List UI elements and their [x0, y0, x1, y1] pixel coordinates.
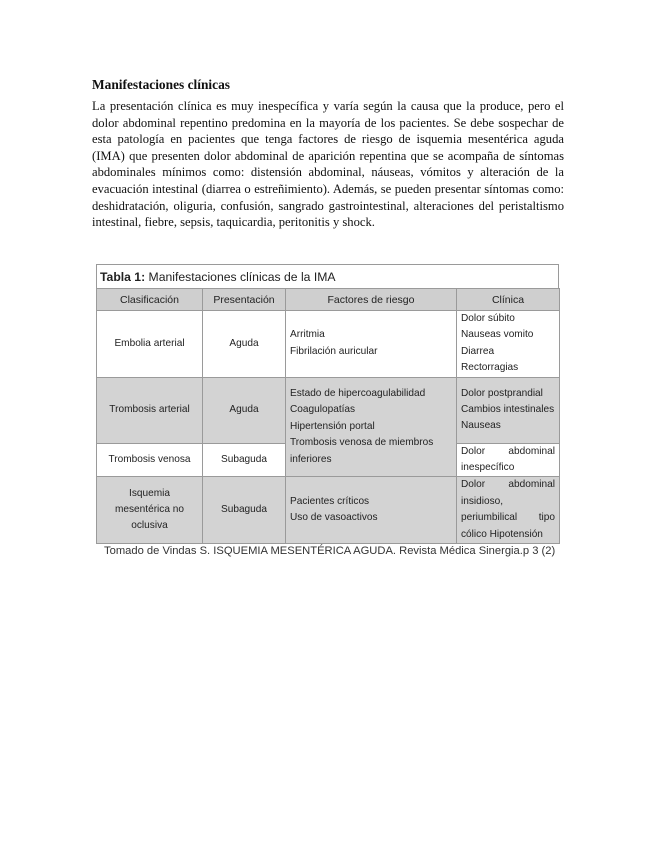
clinical-table	[96, 264, 559, 544]
factor-item: Arritmia	[290, 329, 325, 341]
factor-item: Uso de vasoactivos	[290, 512, 378, 524]
clinica-item: Diarrea	[461, 345, 495, 357]
factor-item: Trombosis venosa de miembros inferiores	[290, 437, 434, 465]
factor-item: Fibrilación auricular	[290, 345, 378, 357]
cell-presentacion: Subaguda	[203, 477, 286, 544]
cell-clinica	[457, 311, 560, 378]
clinica-item: Cambios intestinales	[461, 403, 555, 415]
clinica-item: Nauseas vomito	[461, 329, 534, 341]
clinica-item: Rectorragias	[461, 362, 519, 374]
body-paragraph: La presentación clínica es muy inespecífica y varía según la causa que la produce, pero el dolor abdominal repentino predomina en la mayoría de los pacientes. Se debe sospechar de esta patología en pacientes que tenga factores de riesgo de isquemia mesentérica aguda (IMA) que presenten dolor abdominal de aparición repentina que se acompaña de síntomas abdominales mínimos como: distensión abdominal, náuseas, vómitos y alteración de la evacuación intestinal (diarrea o estreñimiento). Además, se pueden presentar síntomas como: deshidratación, oliguria, confusión, sangrado gastrointestinal, alteraciones del peristaltismo intestinal, fiebre, sepsis, taquicardia, peritonitis y shock.	[92, 99, 564, 230]
table-caption-label: Tabla 1:	[100, 270, 146, 284]
cell-clasificacion: Trombosis venosa	[97, 443, 203, 477]
cell-clasificacion: Embolia arterial	[97, 311, 203, 378]
factor-item: Estado de hipercoagulabilidad	[290, 388, 426, 400]
cell-factores	[286, 311, 457, 378]
clinica-item: Dolor súbito	[461, 313, 515, 324]
clinica-item: Dolor postprandial	[461, 387, 543, 399]
header-clasificacion: Clasificación	[97, 289, 203, 311]
cell-clasificacion: Trombosis arterial	[97, 377, 203, 443]
header-clinica: Clínica	[457, 289, 560, 311]
table-row	[97, 377, 560, 443]
manifestations-table	[96, 288, 560, 544]
cell-presentacion: Aguda	[203, 311, 286, 378]
cell-factores	[286, 377, 457, 477]
cell-clinica: Dolor abdominal insidioso, periumbilical tipo cólico Hipotensión	[457, 477, 560, 544]
table-row	[97, 311, 560, 378]
table-caption	[96, 264, 559, 288]
cell-clinica	[457, 377, 560, 443]
table-row	[97, 477, 560, 544]
cell-presentacion: Subaguda	[203, 443, 286, 477]
table-caption-text: Manifestaciones clínicas de la IMA	[145, 270, 336, 284]
table-header-row	[97, 289, 560, 311]
header-factores: Factores de riesgo	[286, 289, 457, 311]
cell-factores	[286, 477, 457, 544]
cell-clasificacion: Isquemia mesentérica no oclusiva	[97, 477, 203, 544]
cell-presentacion: Aguda	[203, 377, 286, 443]
factor-item: Hipertensión portal	[290, 420, 375, 432]
table-source: Tomado de Vindas S. ISQUEMIA MESENTÉRICA AGUDA. Revista Médica Sinergia.p 3 (2)	[104, 545, 556, 557]
section-title: Manifestaciones clínicas	[92, 77, 230, 92]
header-presentacion: Presentación	[203, 289, 286, 311]
factor-item: Coagulopatías	[290, 404, 356, 416]
factor-item: Pacientes críticos	[290, 495, 370, 507]
clinica-item: Nauseas	[461, 420, 501, 432]
cell-clinica: Dolor abdominal inespecífico	[457, 443, 560, 477]
